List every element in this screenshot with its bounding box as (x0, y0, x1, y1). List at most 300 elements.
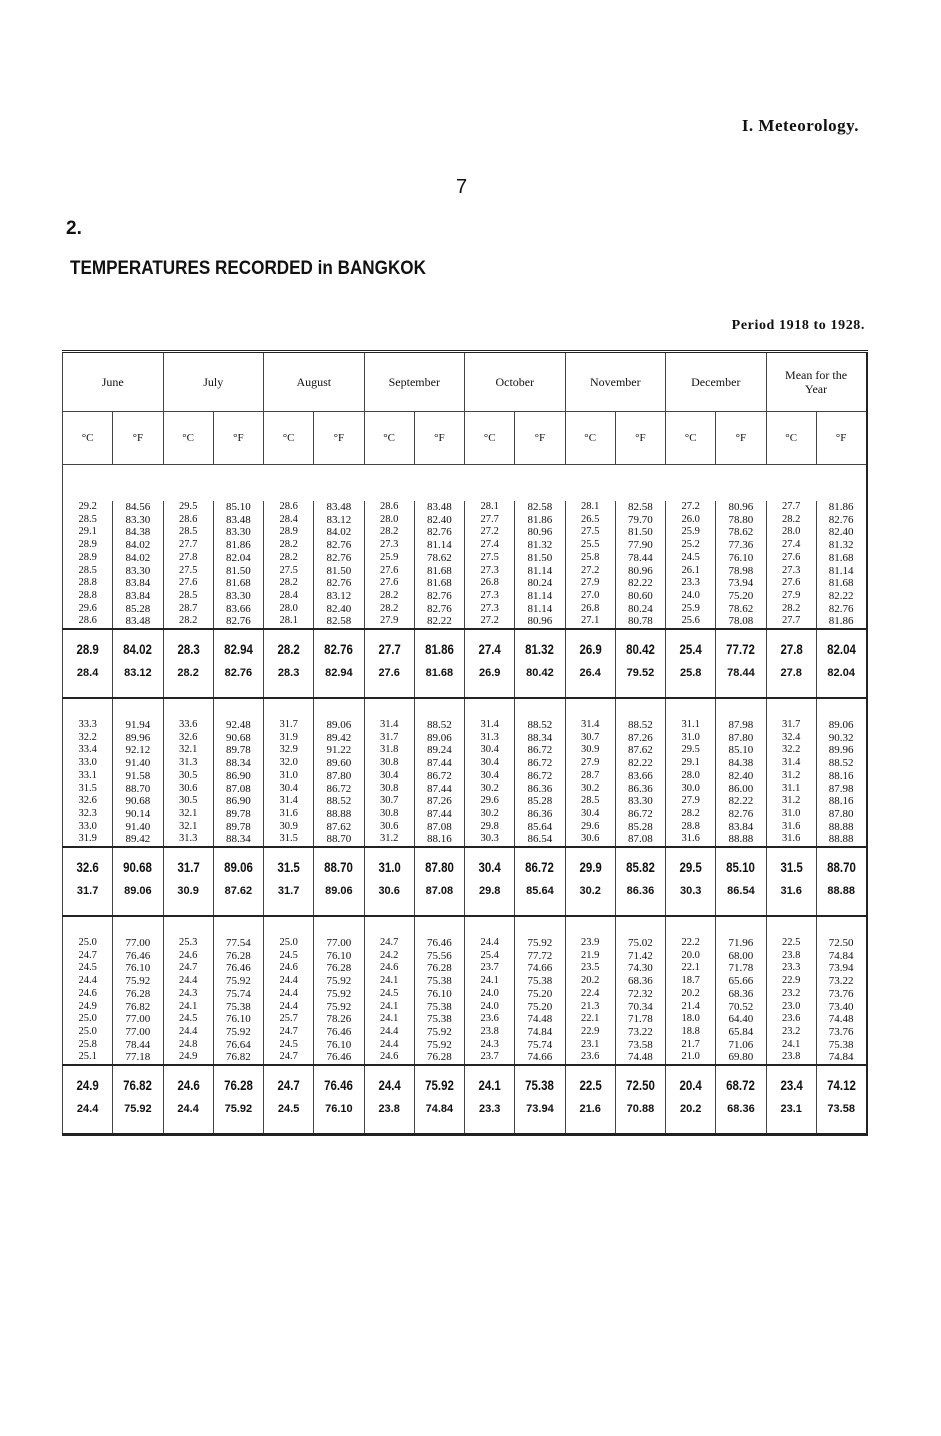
value-cell: 78.26 (326, 1013, 352, 1026)
value-cell: 75.38 (527, 975, 553, 988)
value-cell: 90.32 (828, 731, 854, 744)
value-cell: 27.3 (480, 564, 499, 576)
month-header: November (565, 352, 666, 412)
value-cell: 31.4 (379, 719, 399, 731)
value-column (666, 501, 716, 629)
month-header: October (465, 352, 566, 412)
value-cell: 76.82 (125, 1000, 151, 1013)
mean-value: 86.54 (716, 885, 766, 916)
value-cell: 70.52 (728, 1000, 754, 1013)
value-cell: 75.92 (226, 975, 251, 988)
value-cell: 30.6 (580, 833, 600, 845)
value-cell: 82.76 (427, 602, 452, 615)
mean-value: 30.3 (666, 885, 716, 916)
value-cell: 76.10 (326, 1038, 352, 1051)
mean-value: 27.8 (779, 640, 803, 657)
value-cell: 88.34 (527, 731, 553, 744)
value-cell: 20.0 (681, 949, 700, 961)
mean-value: 24.4 (63, 1103, 113, 1135)
value-cell: 80.78 (628, 615, 653, 628)
value-cell: 76.82 (226, 1051, 251, 1064)
value-cell: 81.86 (828, 501, 854, 513)
value-cell: 23.5 (580, 962, 600, 974)
value-column (716, 937, 766, 1065)
value-cell: 24.7 (178, 962, 198, 974)
value-cell: 23.3 (781, 962, 801, 974)
value-cell: 81.14 (427, 539, 452, 552)
value-cell: 31.4 (480, 719, 499, 731)
mean-value: 75.38 (525, 1076, 555, 1093)
value-cell: 77.00 (125, 1025, 151, 1038)
value-cell: 27.9 (681, 795, 700, 807)
mean-row-primary (63, 847, 867, 885)
value-cell: 65.66 (728, 975, 754, 988)
value-cell: 28.7 (178, 602, 198, 614)
mean-value: 31.7 (264, 885, 314, 916)
value-cell: 32.0 (279, 757, 298, 769)
mean-value: 88.70 (324, 858, 354, 875)
month-header: Mean for the Year (766, 352, 867, 412)
value-cell: 24.0 (681, 589, 700, 601)
value-cell: 25.2 (681, 539, 700, 551)
mean-value: 74.84 (414, 1103, 464, 1135)
value-cell: 24.6 (279, 962, 298, 974)
value-cell: 24.6 (379, 1051, 399, 1063)
value-cell: 86.36 (527, 782, 553, 795)
value-cell: 87.08 (226, 782, 251, 795)
month-header: June (63, 352, 164, 412)
mean-value: 24.1 (478, 1076, 501, 1093)
value-column (213, 501, 263, 629)
value-cell: 31.7 (279, 719, 298, 731)
value-column (716, 501, 766, 629)
value-cell: 75.92 (226, 1025, 251, 1038)
mean-value: 75.92 (425, 1076, 454, 1093)
value-cell: 75.20 (527, 1000, 553, 1013)
mean-value: 72.50 (626, 1076, 655, 1093)
value-cell: 86.72 (326, 782, 352, 795)
mean-value: 87.62 (213, 885, 263, 916)
value-cell: 28.6 (78, 615, 97, 627)
mean-value: 70.88 (615, 1103, 665, 1135)
value-cell: 86.90 (226, 795, 251, 808)
value-cell: 31.0 (681, 731, 700, 743)
value-cell: 31.6 (681, 833, 700, 845)
value-cell: 24.4 (178, 1025, 198, 1037)
mean-value: 23.1 (766, 1103, 816, 1135)
value-cell: 27.2 (480, 615, 499, 627)
value-column (163, 937, 213, 1065)
value-cell: 21.0 (681, 1051, 700, 1063)
value-cell: 27.4 (781, 539, 801, 551)
value-cell: 82.76 (728, 807, 754, 820)
mean-value: 20.4 (679, 1076, 702, 1093)
value-cell: 82.58 (326, 615, 352, 628)
value-cell: 22.2 (681, 937, 700, 949)
value-cell: 85.64 (527, 820, 553, 833)
value-cell: 81.50 (527, 551, 553, 564)
mean-value: 82.04 (816, 667, 866, 698)
value-cell: 27.8 (178, 551, 198, 563)
value-cell: 87.26 (427, 795, 452, 808)
value-cell: 82.76 (828, 602, 854, 615)
value-cell: 81.86 (226, 539, 251, 552)
value-cell: 25.5 (580, 539, 600, 551)
value-cell: 21.9 (580, 949, 600, 961)
mean-value: 82.76 (213, 667, 263, 698)
value-cell: 87.98 (728, 719, 754, 732)
value-cell: 76.46 (326, 1051, 352, 1064)
value-cell: 83.12 (326, 513, 352, 526)
mean-value: 28.4 (63, 667, 113, 698)
value-column (615, 719, 665, 847)
unit-header: °C (63, 412, 113, 465)
value-cell: 80.96 (527, 526, 553, 539)
value-cell: 89.96 (125, 731, 151, 744)
value-cell: 86.36 (527, 807, 553, 820)
value-cell: 31.6 (279, 807, 298, 819)
value-cell: 76.28 (125, 987, 151, 1000)
value-cell: 31.6 (781, 820, 801, 832)
value-cell: 27.0 (580, 589, 600, 601)
value-cell: 84.02 (125, 539, 151, 552)
value-cell: 25.9 (681, 526, 700, 538)
mean-value: 31.5 (779, 858, 803, 875)
value-cell: 87.44 (427, 782, 452, 795)
value-cell: 75.92 (326, 1000, 352, 1013)
value-cell: 32.1 (178, 807, 198, 819)
value-cell: 24.4 (279, 975, 298, 987)
value-cell: 71.06 (728, 1038, 754, 1051)
value-cell: 80.24 (628, 602, 653, 615)
value-cell: 24.5 (78, 962, 97, 974)
value-cell: 89.96 (828, 744, 854, 757)
mean-value: 68.36 (716, 1103, 766, 1135)
value-cell: 75.74 (527, 1038, 553, 1051)
value-cell: 81.14 (527, 602, 553, 615)
value-cell: 27.7 (781, 615, 801, 627)
value-cell: 84.02 (326, 526, 352, 539)
page-number: 7 (456, 176, 468, 198)
value-cell: 23.6 (480, 1013, 499, 1025)
unit-header: °C (666, 412, 716, 465)
block-gap-row (63, 698, 867, 719)
value-cell: 75.92 (326, 987, 352, 1000)
value-cell: 24.9 (178, 1051, 198, 1063)
value-cell: 82.76 (326, 551, 352, 564)
value-cell: 24.1 (379, 1000, 399, 1012)
value-cell: 77.54 (226, 937, 251, 950)
value-cell: 77.00 (125, 1013, 151, 1026)
value-cell: 28.1 (279, 615, 298, 627)
mean-value: 89.06 (314, 885, 364, 916)
value-column (816, 937, 866, 1065)
value-cell: 31.5 (279, 833, 298, 845)
value-cell: 30.6 (379, 820, 399, 832)
mean-value: 30.4 (478, 858, 501, 875)
value-cell: 29.5 (178, 501, 198, 512)
value-cell: 24.4 (178, 975, 198, 987)
value-cell: 31.7 (379, 731, 399, 743)
value-cell: 28.6 (279, 501, 298, 512)
mean-value: 28.2 (163, 667, 213, 698)
value-cell: 81.68 (427, 564, 452, 577)
value-cell: 88.52 (527, 719, 553, 732)
value-cell: 89.06 (427, 731, 452, 744)
value-cell: 22.9 (580, 1025, 600, 1037)
value-column (816, 719, 866, 847)
value-cell: 88.70 (125, 782, 151, 795)
value-cell: 25.4 (480, 949, 499, 961)
mean-value: 80.42 (515, 667, 565, 698)
value-cell: 18.7 (681, 975, 700, 987)
value-cell: 28.6 (379, 501, 399, 512)
value-cell: 91.94 (125, 719, 151, 732)
value-column (314, 719, 364, 847)
value-cell: 24.9 (78, 1000, 97, 1012)
value-cell: 83.30 (125, 513, 151, 526)
value-cell: 26.0 (681, 513, 700, 525)
unit-header: °C (565, 412, 615, 465)
value-cell: 80.60 (628, 589, 653, 602)
value-cell: 25.9 (379, 551, 399, 563)
value-column (163, 719, 213, 847)
value-cell: 75.38 (427, 1013, 452, 1026)
value-cell: 72.32 (628, 987, 653, 1000)
value-cell: 24.5 (279, 1038, 298, 1050)
value-cell: 24.4 (279, 987, 298, 999)
value-cell: 31.4 (580, 719, 600, 731)
mean-value: 21.6 (565, 1103, 615, 1135)
month-header: September (364, 352, 465, 412)
value-cell: 22.4 (580, 987, 600, 999)
value-cell: 80.96 (728, 501, 754, 513)
value-cell: 33.0 (78, 757, 97, 769)
value-cell: 83.84 (728, 820, 754, 833)
mean-value: 27.7 (377, 640, 401, 657)
value-cell: 82.40 (326, 602, 352, 615)
value-cell: 90.14 (125, 807, 151, 820)
value-cell: 28.9 (78, 539, 97, 551)
value-cell: 23.7 (480, 1051, 499, 1063)
value-cell: 88.34 (226, 757, 251, 770)
value-cell: 76.10 (326, 949, 352, 962)
value-cell: 25.9 (681, 602, 700, 614)
mean-value: 31.7 (176, 858, 200, 875)
value-cell: 82.76 (828, 513, 854, 526)
value-cell: 31.1 (781, 782, 801, 794)
value-column (515, 719, 565, 847)
value-cell: 28.6 (178, 513, 198, 525)
value-cell: 83.84 (125, 577, 151, 590)
value-column (766, 719, 816, 847)
value-cell: 24.3 (480, 1038, 499, 1050)
value-cell: 32.6 (178, 731, 198, 743)
value-cell: 81.68 (427, 577, 452, 590)
value-cell: 87.80 (326, 769, 352, 782)
value-cell: 28.2 (178, 615, 198, 627)
value-cell: 27.6 (781, 577, 801, 589)
value-cell: 24.5 (379, 987, 399, 999)
value-cell: 28.7 (580, 769, 600, 781)
value-cell: 83.48 (326, 501, 352, 513)
value-cell: 82.22 (828, 589, 854, 602)
value-cell: 28.0 (379, 513, 399, 525)
value-cell: 33.6 (178, 719, 198, 731)
value-cell: 24.7 (279, 1025, 298, 1037)
value-cell: 28.2 (781, 513, 801, 525)
value-cell: 82.22 (427, 615, 452, 628)
value-cell: 85.28 (527, 795, 553, 808)
value-cell: 33.1 (78, 769, 97, 781)
period-label: Period 1918 to 1928. (731, 318, 865, 333)
value-cell: 89.42 (326, 731, 352, 744)
value-cell: 30.4 (480, 744, 499, 756)
value-cell: 30.4 (480, 757, 499, 769)
value-cell: 74.84 (828, 949, 854, 962)
value-cell: 24.6 (78, 987, 97, 999)
value-cell: 88.52 (828, 757, 854, 770)
value-cell: 91.40 (125, 820, 151, 833)
mean-value: 76.82 (123, 1076, 153, 1093)
value-cell: 29.8 (480, 820, 499, 832)
value-cell: 75.38 (828, 1038, 854, 1051)
value-cell: 88.16 (828, 769, 854, 782)
mean-value: 26.9 (465, 667, 515, 698)
value-cell: 30.7 (379, 795, 399, 807)
header-spacer-row (63, 465, 867, 502)
daily-values-row (63, 719, 867, 847)
value-column (113, 501, 163, 629)
value-cell: 68.36 (728, 987, 754, 1000)
value-cell: 28.2 (379, 589, 399, 601)
value-cell: 81.14 (527, 564, 553, 577)
value-cell: 30.8 (379, 807, 399, 819)
value-cell: 78.98 (728, 564, 754, 577)
value-cell: 30.2 (480, 782, 499, 794)
value-cell: 89.60 (326, 757, 352, 770)
mean-value: 28.2 (277, 640, 300, 657)
value-cell: 31.9 (279, 731, 298, 743)
section-number: 2. (66, 218, 82, 239)
value-cell: 88.16 (828, 795, 854, 808)
mean-row-primary (63, 629, 867, 667)
value-cell: 30.2 (580, 782, 600, 794)
month-header: August (264, 352, 365, 412)
value-cell: 73.40 (828, 1000, 854, 1013)
mean-value: 75.92 (213, 1103, 263, 1135)
value-cell: 28.8 (78, 589, 97, 601)
value-cell: 78.62 (728, 602, 754, 615)
value-cell: 24.7 (78, 949, 97, 961)
value-cell: 27.5 (480, 551, 499, 563)
value-cell: 23.8 (480, 1025, 499, 1037)
value-cell: 90.68 (125, 795, 151, 808)
value-cell: 84.38 (125, 526, 151, 539)
mean-value: 23.8 (364, 1103, 414, 1135)
value-cell: 28.2 (379, 526, 399, 538)
value-column (816, 501, 866, 629)
value-cell: 76.46 (326, 1025, 352, 1038)
value-cell: 30.5 (178, 769, 198, 781)
value-column (766, 501, 816, 629)
value-cell: 32.3 (78, 807, 97, 819)
value-cell: 75.92 (125, 975, 151, 988)
value-cell: 89.78 (226, 820, 251, 833)
mean-value: 24.7 (277, 1076, 300, 1093)
mean-value: 90.68 (123, 858, 153, 875)
value-cell: 82.22 (728, 795, 754, 808)
value-cell: 87.08 (628, 833, 653, 846)
mean-value: 87.80 (425, 858, 454, 875)
value-cell: 81.50 (628, 526, 653, 539)
value-cell: 74.66 (527, 962, 553, 975)
value-cell: 31.3 (178, 757, 198, 769)
value-cell: 24.7 (279, 1051, 298, 1063)
value-column (113, 937, 163, 1065)
value-cell: 25.7 (279, 1013, 298, 1025)
value-cell: 71.96 (728, 937, 754, 950)
value-cell: 81.50 (326, 564, 352, 577)
value-cell: 87.44 (427, 807, 452, 820)
value-cell: 87.62 (628, 744, 653, 757)
value-cell: 88.34 (226, 833, 251, 846)
value-cell: 83.84 (125, 589, 151, 602)
mean-row-secondary (63, 667, 867, 698)
value-cell: 86.00 (728, 782, 754, 795)
value-cell: 80.24 (527, 577, 553, 590)
value-cell: 24.1 (480, 975, 499, 987)
value-cell: 81.86 (828, 615, 854, 628)
value-cell: 30.5 (178, 795, 198, 807)
value-cell: 24.4 (78, 975, 97, 987)
mean-value: 82.04 (826, 640, 856, 657)
value-cell: 23.7 (480, 962, 499, 974)
value-cell: 77.00 (326, 937, 352, 950)
value-column (264, 937, 314, 1065)
value-column (364, 719, 414, 847)
value-cell: 81.68 (828, 551, 854, 564)
value-cell: 82.58 (527, 501, 553, 513)
value-cell: 30.8 (379, 757, 399, 769)
value-cell: 75.38 (427, 975, 452, 988)
value-cell: 28.5 (580, 795, 600, 807)
value-cell: 77.00 (125, 937, 151, 950)
mean-row-secondary (63, 1103, 867, 1135)
value-cell: 21.3 (580, 1000, 600, 1012)
value-column (465, 719, 515, 847)
value-cell: 31.8 (379, 744, 399, 756)
value-cell: 31.5 (78, 782, 97, 794)
mean-value: 28.3 (176, 640, 200, 657)
value-cell: 30.4 (480, 769, 499, 781)
mean-value: 25.8 (666, 667, 716, 698)
value-cell: 30.3 (480, 833, 499, 845)
value-cell: 76.10 (226, 1013, 251, 1026)
value-cell: 28.2 (379, 602, 399, 614)
value-cell: 87.80 (728, 731, 754, 744)
value-cell: 72.50 (828, 937, 854, 950)
mean-row-primary (63, 1065, 867, 1103)
value-cell: 24.1 (781, 1038, 801, 1050)
value-column (465, 501, 515, 629)
mean-value: 87.08 (414, 885, 464, 916)
value-cell: 83.12 (326, 589, 352, 602)
value-cell: 83.30 (226, 589, 251, 602)
value-cell: 27.9 (580, 757, 600, 769)
value-cell: 82.76 (326, 577, 352, 590)
value-cell: 76.46 (427, 937, 452, 950)
